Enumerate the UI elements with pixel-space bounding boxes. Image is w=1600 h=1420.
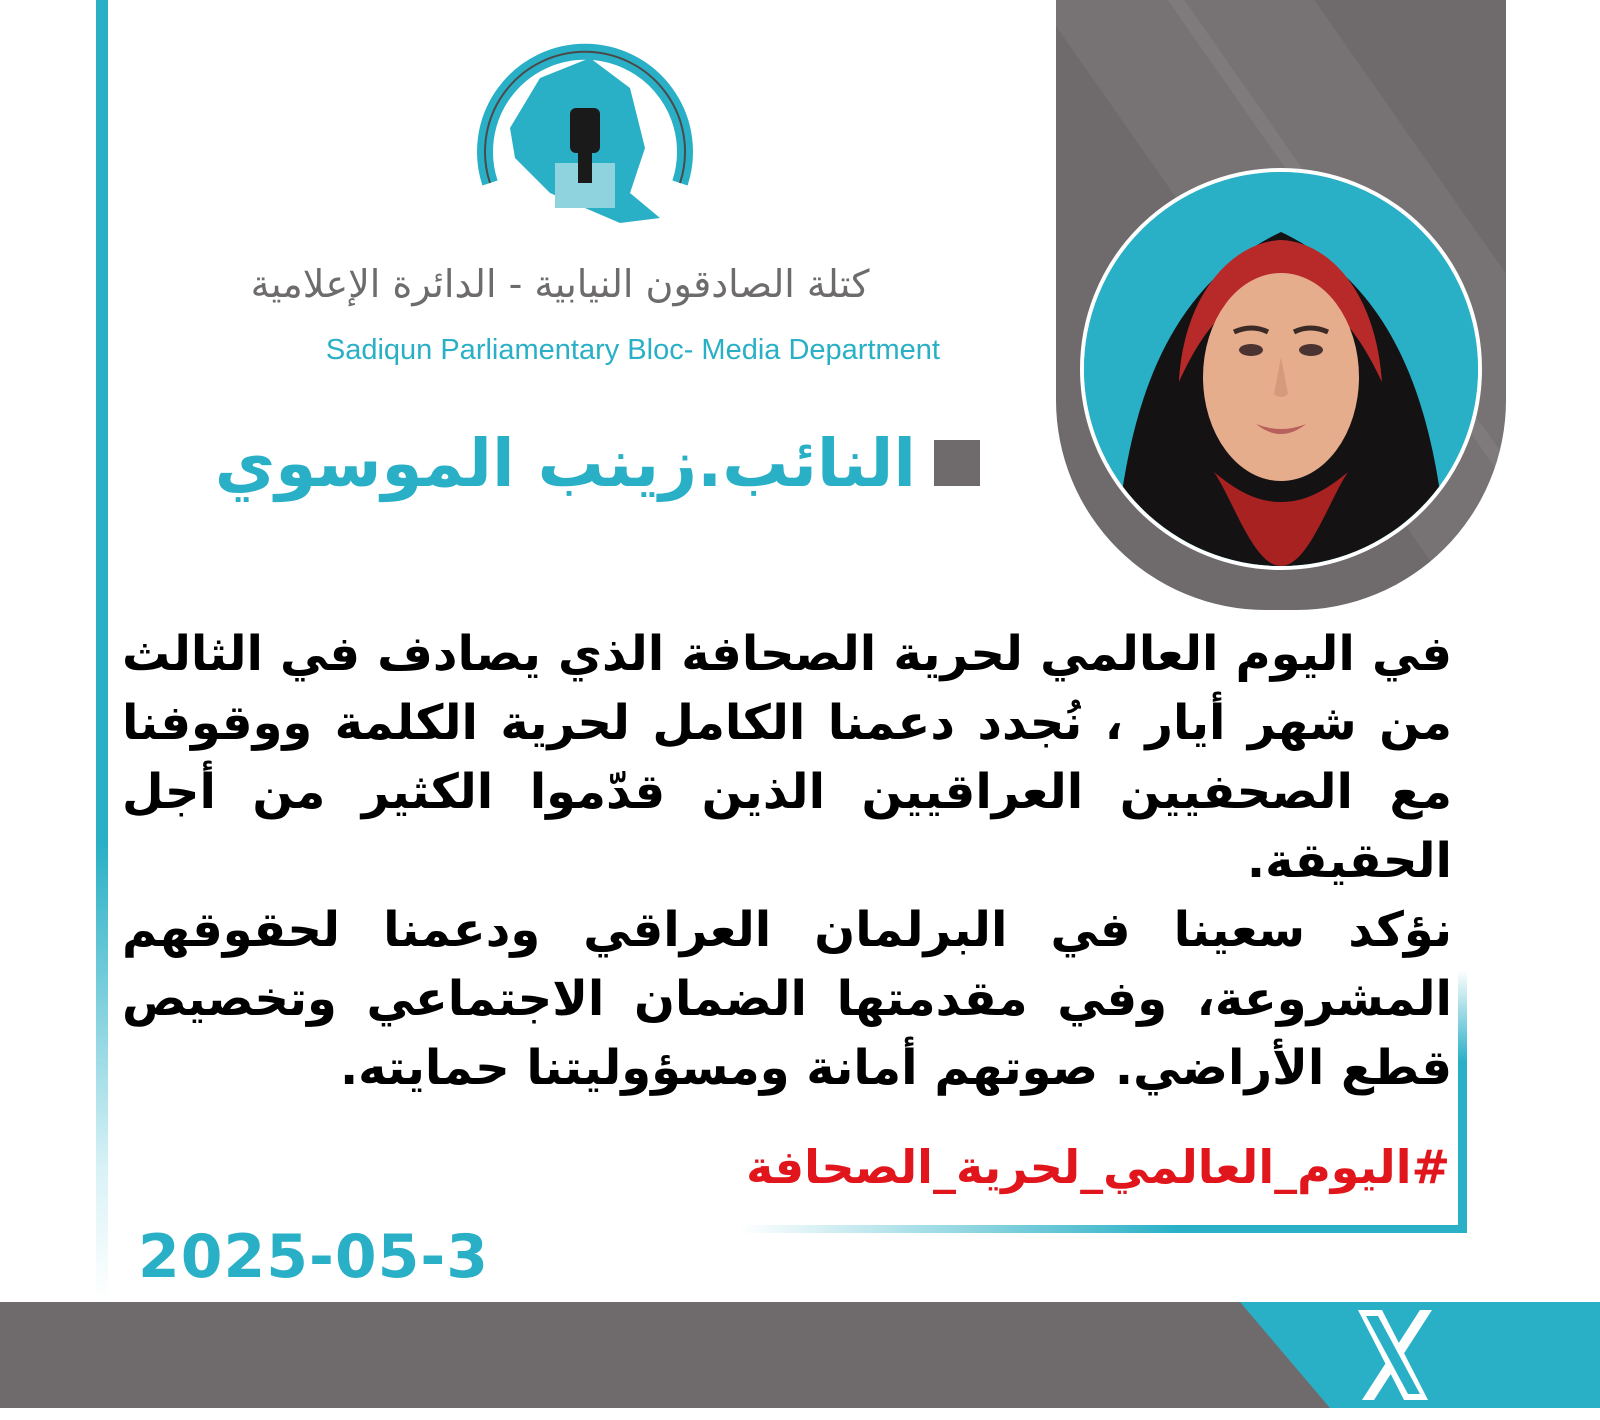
x-logo-icon[interactable] [1340, 1302, 1446, 1408]
statement-frame-right [1458, 970, 1467, 1232]
org-name-arabic: كتلة الصادقون النيابية - الدائرة الإعلامية [250, 262, 870, 306]
hashtag: #اليوم_العالمي_لحرية_الصحافة [746, 1140, 1450, 1194]
organization-logo [470, 18, 700, 248]
speaker-name: النائب.زينب الموسوي [214, 424, 916, 502]
statement-frame-bottom [740, 1225, 1467, 1233]
post-date: 2025-05-3 [138, 1222, 490, 1292]
statement-body [122, 620, 1452, 1103]
speaker-name-row [160, 418, 980, 508]
square-bullet-icon [934, 440, 980, 486]
speaker-portrait [1080, 168, 1482, 570]
org-name-english: Sadiqun Parliamentary Bloc- Media Department [325, 334, 940, 366]
iraq-map-fist-logo-icon [470, 18, 700, 248]
statement-paragraph-2: نؤكد سعينا في البرلمان العراقي ودعمنا لحقوقهم المشروعة، وفي مقدمتها الضمان الاجتماعي وتخصيص قطع الأراضي. صوتهم أمانة ومسؤوليتنا حمايته. [122, 902, 1452, 1096]
portrait-illustration [1084, 172, 1478, 566]
left-accent-bar [96, 0, 108, 1300]
statement-paragraph-1: في اليوم العالمي لحرية الصحافة الذي يصادف في الثالث من شهر أيار ، نُجدد دعمنا الكامل لحرية الكلمة ووقوفنا مع الصحفيين العراقيين الذين قدّموا الكثير من أجل الحقيقة. [122, 626, 1452, 889]
